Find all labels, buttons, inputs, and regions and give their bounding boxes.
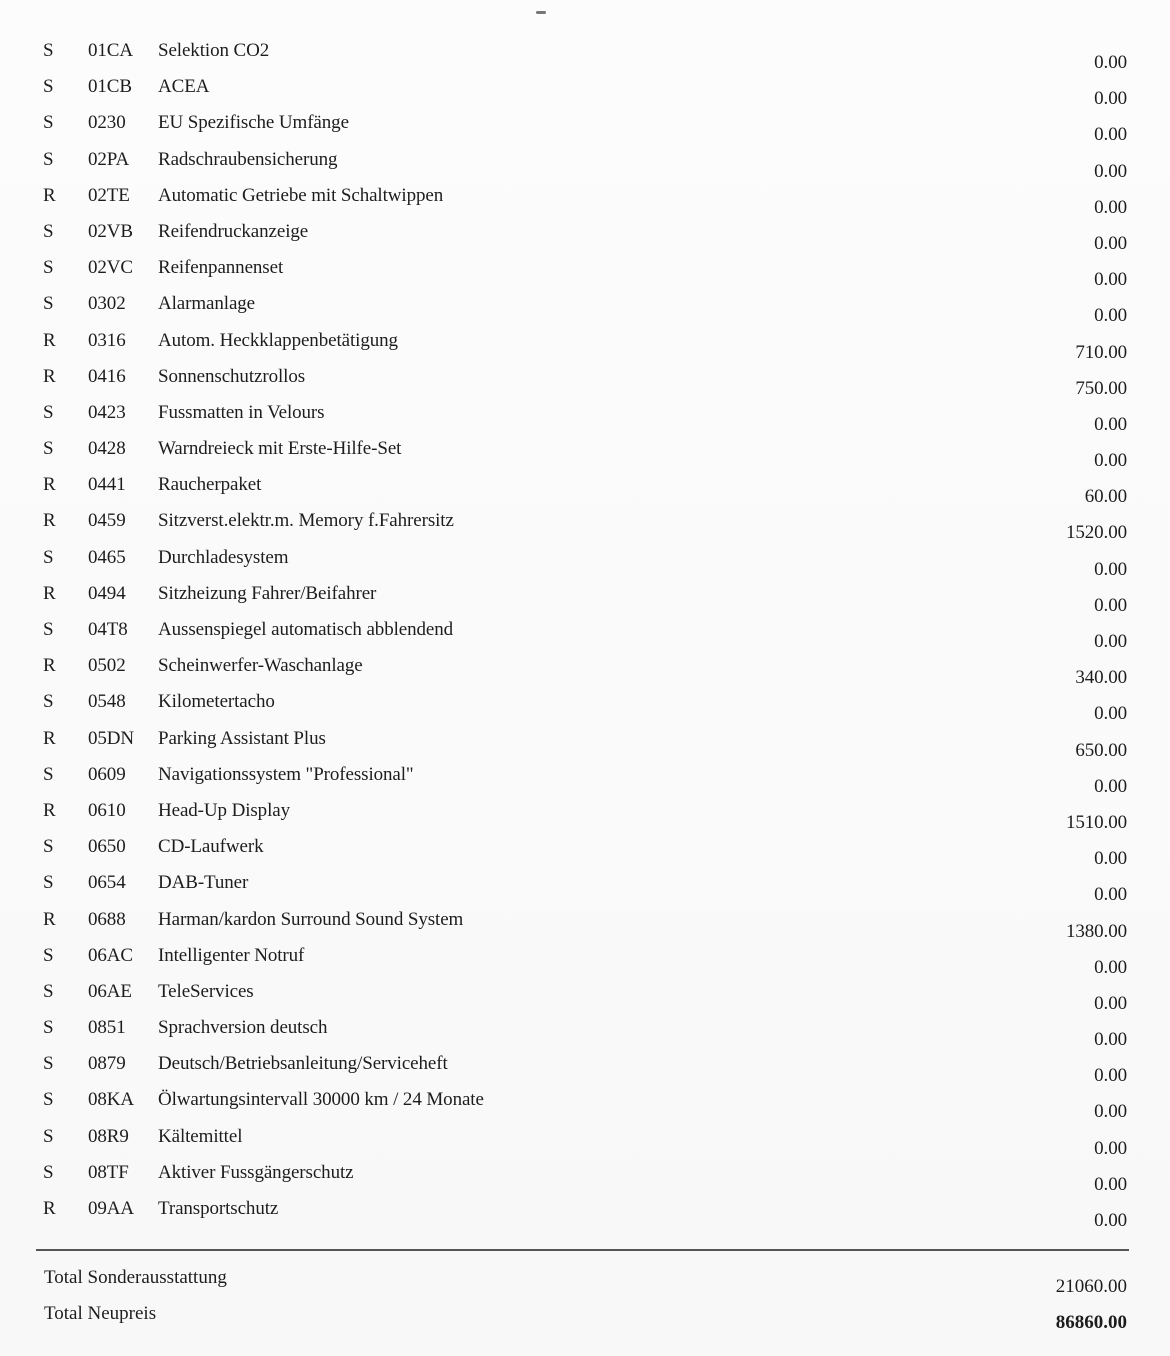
row-type: S bbox=[43, 944, 54, 966]
row-price: 0.00 bbox=[1094, 305, 1127, 327]
row-description: Aktiver Fussgängerschutz bbox=[158, 1161, 354, 1183]
row-description: Automatic Getriebe mit Schaltwippen bbox=[158, 184, 444, 206]
row-code: 01CA bbox=[88, 40, 133, 61]
row-price: 650.00 bbox=[1075, 739, 1127, 761]
equipment-row bbox=[0, 1013, 1170, 1049]
equipment-row bbox=[0, 615, 1170, 651]
row-code: 08TF bbox=[88, 1161, 129, 1183]
row-type: S bbox=[43, 220, 54, 242]
row-price: 750.00 bbox=[1075, 377, 1127, 399]
row-description: Warndreieck mit Erste-Hilfe-Set bbox=[158, 438, 402, 460]
equipment-row bbox=[0, 145, 1170, 181]
row-type: S bbox=[43, 112, 54, 134]
total-neupreis-label: Total Neupreis bbox=[44, 1303, 157, 1324]
row-code: 0416 bbox=[88, 365, 126, 387]
row-code: 0230 bbox=[88, 112, 126, 134]
equipment-row bbox=[0, 398, 1170, 434]
row-code: 0441 bbox=[88, 474, 126, 496]
row-price: 1510.00 bbox=[1065, 811, 1127, 833]
row-code: 0548 bbox=[88, 691, 126, 713]
row-price: 0.00 bbox=[1094, 269, 1127, 291]
row-type: S bbox=[43, 691, 54, 713]
equipment-row bbox=[0, 362, 1170, 398]
row-price: 710.00 bbox=[1075, 341, 1127, 363]
row-code: 02PA bbox=[88, 148, 130, 170]
row-type: S bbox=[43, 40, 54, 61]
row-type: S bbox=[43, 1089, 54, 1111]
total-sonderausstattung-value: 21060.00 bbox=[1055, 1276, 1127, 1297]
row-description: Durchladesystem bbox=[158, 546, 289, 568]
row-code: 0609 bbox=[88, 763, 126, 785]
row-type: S bbox=[43, 438, 54, 460]
row-type: S bbox=[43, 1017, 54, 1039]
row-description: Sitzheizung Fahrer/Beifahrer bbox=[158, 582, 377, 604]
row-price: 340.00 bbox=[1075, 667, 1127, 689]
equipment-row bbox=[0, 977, 1170, 1013]
equipment-row bbox=[0, 1049, 1170, 1085]
row-code: 02TE bbox=[88, 184, 130, 206]
row-description: Sitzverst.elektr.m. Memory f.Fahrersitz bbox=[158, 510, 454, 532]
row-type: R bbox=[43, 184, 56, 206]
equipment-row bbox=[0, 36, 1170, 72]
row-code: 0654 bbox=[88, 872, 126, 894]
row-code: 06AC bbox=[88, 944, 133, 966]
row-code: 09AA bbox=[88, 1198, 135, 1219]
equipment-row bbox=[0, 506, 1170, 542]
row-type: S bbox=[43, 257, 54, 279]
row-type: R bbox=[43, 365, 56, 387]
row-price: 0.00 bbox=[1094, 196, 1127, 218]
equipment-row bbox=[0, 1085, 1170, 1121]
row-description: Radschraubensicherung bbox=[158, 148, 338, 170]
top-dash-mark bbox=[536, 11, 546, 14]
row-description: Ölwartungsintervall 30000 km / 24 Monate bbox=[158, 1089, 484, 1111]
row-type: S bbox=[43, 76, 54, 98]
row-code: 0459 bbox=[88, 510, 126, 532]
row-type: S bbox=[43, 836, 54, 858]
row-type: S bbox=[43, 1161, 54, 1183]
equipment-row bbox=[0, 1122, 1170, 1158]
equipment-row bbox=[0, 217, 1170, 253]
row-code: 02VC bbox=[88, 257, 133, 279]
equipment-row bbox=[0, 724, 1170, 760]
row-price: 0.00 bbox=[1094, 1210, 1127, 1231]
row-description: Parking Assistant Plus bbox=[158, 727, 326, 749]
row-description: ACEA bbox=[158, 76, 210, 98]
row-price: 0.00 bbox=[1094, 703, 1127, 725]
row-code: 08KA bbox=[88, 1089, 135, 1111]
row-description: EU Spezifische Umfänge bbox=[158, 112, 349, 134]
row-type: R bbox=[43, 655, 56, 677]
row-code: 02VB bbox=[88, 220, 133, 242]
row-code: 06AE bbox=[88, 980, 132, 1002]
equipment-row bbox=[0, 832, 1170, 868]
row-description: Fussmatten in Velours bbox=[158, 401, 325, 423]
row-description: Navigationssystem "Professional" bbox=[158, 763, 414, 785]
total-sonderausstattung-label: Total Sonderausstattung bbox=[44, 1267, 227, 1288]
row-code: 01CB bbox=[88, 76, 132, 98]
row-description: Head-Up Display bbox=[158, 799, 290, 821]
row-price: 0.00 bbox=[1094, 413, 1127, 435]
row-description: Alarmanlage bbox=[158, 293, 256, 315]
row-type: R bbox=[43, 908, 56, 930]
row-description: CD-Laufwerk bbox=[158, 836, 264, 858]
row-code: 0851 bbox=[88, 1017, 126, 1039]
row-price: 0.00 bbox=[1094, 52, 1127, 73]
row-code: 04T8 bbox=[88, 619, 128, 640]
equipment-row bbox=[0, 289, 1170, 325]
row-type: S bbox=[43, 1053, 54, 1075]
total-neupreis-value: 86860.00 bbox=[1055, 1312, 1127, 1333]
row-description: Sonnenschutzrollos bbox=[158, 365, 306, 387]
row-price: 0.00 bbox=[1094, 558, 1127, 580]
equipment-row bbox=[0, 687, 1170, 723]
row-code: 0688 bbox=[88, 908, 126, 930]
row-type: S bbox=[43, 546, 54, 568]
row-description: Intelligenter Notruf bbox=[158, 944, 305, 966]
row-price: 0.00 bbox=[1094, 1137, 1127, 1159]
row-price: 0.00 bbox=[1094, 631, 1127, 652]
equipment-row bbox=[0, 434, 1170, 470]
equipment-row bbox=[0, 905, 1170, 941]
row-type: S bbox=[43, 401, 54, 423]
row-price: 0.00 bbox=[1094, 884, 1127, 906]
equipment-row bbox=[0, 941, 1170, 977]
row-description: Aussenspiegel automatisch abblendend bbox=[158, 619, 454, 640]
row-code: 0879 bbox=[88, 1053, 126, 1075]
row-price: 0.00 bbox=[1094, 956, 1127, 978]
row-type: R bbox=[43, 727, 56, 749]
row-type: S bbox=[43, 293, 54, 315]
row-description: Sprachversion deutsch bbox=[158, 1017, 328, 1039]
equipment-row bbox=[0, 470, 1170, 506]
equipment-row bbox=[0, 181, 1170, 217]
row-description: Harman/kardon Surround Sound System bbox=[158, 908, 464, 930]
row-code: 0423 bbox=[88, 401, 126, 423]
row-code: 08R9 bbox=[88, 1125, 129, 1147]
row-type: S bbox=[43, 763, 54, 785]
row-code: 0302 bbox=[88, 293, 126, 315]
equipment-row bbox=[0, 108, 1170, 144]
row-code: 05DN bbox=[88, 727, 135, 749]
equipment-row bbox=[0, 579, 1170, 615]
row-description: TeleServices bbox=[158, 980, 254, 1002]
row-price: 0.00 bbox=[1094, 1173, 1127, 1195]
row-price: 0.00 bbox=[1094, 775, 1127, 797]
equipment-row bbox=[0, 543, 1170, 579]
row-description: Reifenpannenset bbox=[158, 257, 284, 279]
row-price: 0.00 bbox=[1094, 124, 1127, 146]
row-price: 60.00 bbox=[1084, 486, 1127, 508]
equipment-row bbox=[0, 253, 1170, 289]
row-price: 0.00 bbox=[1094, 232, 1127, 254]
row-code: 0610 bbox=[88, 799, 126, 821]
row-price: 0.00 bbox=[1094, 594, 1127, 616]
row-code: 0465 bbox=[88, 546, 126, 568]
equipment-row bbox=[0, 326, 1170, 362]
equipment-row bbox=[0, 796, 1170, 832]
row-description: Reifendruckanzeige bbox=[158, 220, 309, 242]
row-price: 1520.00 bbox=[1065, 522, 1127, 544]
equipment-row bbox=[0, 760, 1170, 796]
row-description: Autom. Heckklappenbetätigung bbox=[158, 329, 398, 351]
equipment-row bbox=[0, 868, 1170, 904]
row-description: Deutsch/Betriebsanleitung/Serviceheft bbox=[158, 1053, 448, 1075]
row-code: 0428 bbox=[88, 438, 126, 460]
row-type: R bbox=[43, 582, 56, 604]
row-description: Transportschutz bbox=[158, 1198, 279, 1219]
row-price: 0.00 bbox=[1094, 88, 1127, 110]
row-description: Selektion CO2 bbox=[158, 40, 270, 61]
row-code: 0650 bbox=[88, 836, 126, 858]
row-type: R bbox=[43, 799, 56, 821]
row-price: 0.00 bbox=[1094, 1029, 1127, 1051]
row-type: S bbox=[43, 872, 54, 894]
row-type: S bbox=[43, 619, 54, 640]
row-code: 0494 bbox=[88, 582, 126, 604]
row-code: 0316 bbox=[88, 329, 126, 351]
row-price: 0.00 bbox=[1094, 450, 1127, 472]
equipment-row bbox=[0, 1158, 1170, 1194]
row-description: Kältemittel bbox=[158, 1125, 243, 1147]
row-type: S bbox=[43, 1125, 54, 1147]
equipment-row bbox=[0, 651, 1170, 687]
equipment-row bbox=[0, 1194, 1170, 1230]
total-divider-line bbox=[36, 1249, 1129, 1251]
row-price: 0.00 bbox=[1094, 992, 1127, 1014]
row-price: 0.00 bbox=[1094, 160, 1127, 182]
equipment-row bbox=[0, 72, 1170, 108]
row-description: DAB-Tuner bbox=[158, 872, 249, 894]
row-type: R bbox=[43, 329, 56, 351]
row-description: Kilometertacho bbox=[158, 691, 275, 713]
row-price: 1380.00 bbox=[1065, 920, 1127, 942]
row-type: S bbox=[43, 148, 54, 170]
row-price: 0.00 bbox=[1094, 1101, 1127, 1123]
row-type: S bbox=[43, 980, 54, 1002]
row-price: 0.00 bbox=[1094, 1065, 1127, 1087]
row-description: Scheinwerfer-Waschanlage bbox=[158, 655, 363, 677]
row-description: Raucherpaket bbox=[158, 474, 262, 496]
row-code: 0502 bbox=[88, 655, 126, 677]
row-type: R bbox=[43, 510, 56, 532]
row-type: R bbox=[43, 474, 56, 496]
equipment-list bbox=[0, 36, 1170, 1230]
row-price: 0.00 bbox=[1094, 848, 1127, 870]
row-type: R bbox=[43, 1198, 56, 1219]
